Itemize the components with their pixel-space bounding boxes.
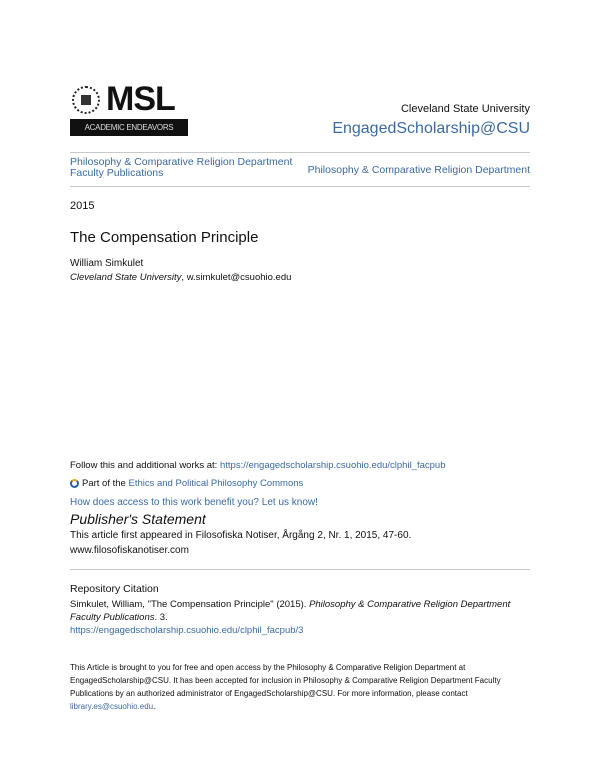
commons-link[interactable]: Ethics and Political Philosophy Commons [128,478,304,489]
publisher-text: This article first appeared in Filosofiska Notiser, Årgång 2, Nr. 1, 2015, 47-60. [70,530,412,541]
follow-label: Follow this and additional works at: [70,460,220,471]
follow-line [70,460,446,471]
divider [70,569,530,570]
citation-body: Simkulet, William, "The Compensation Principle" (2015). [70,599,310,610]
citation-number: . 3. [154,612,168,623]
author-email: , w.simkulet@csuohio.edu [181,272,292,283]
publisher-site: www.filosofiskanotiser.com [70,545,189,556]
university-name: Cleveland State University [400,103,530,115]
msl-logo [70,80,188,136]
repository-link[interactable]: EngagedScholarship@CSU [332,120,530,137]
footer-notice [70,661,532,713]
series-link[interactable]: Philosophy & Comparative Religion Department Faculty Publications [70,156,293,179]
part-of-line [70,478,303,489]
logo-text: MSL [106,80,175,118]
publisher-heading: Publisher's Statement [70,511,206,527]
benefit-link[interactable]: How does access to this work benefit you? Let us know! [70,497,318,508]
department-link[interactable]: Philosophy & Comparative Religion Department [307,164,530,176]
divider [70,186,530,187]
citation-series: Philosophy & Comparative Religion Department Faculty Publications [70,599,511,623]
commons-icon [70,479,79,488]
author: William Simkulet [70,258,144,269]
year: 2015 [70,200,95,212]
divider [70,152,530,153]
footer-text: This Article is brought to you for free and open access by the Philosophy & Comparative Religion Department at EngagedScholarship@CSU. It has been accepted for inclusion in Philosophy & Comparative Religion Department Faculty Publications by an authorized administrator of EngagedScholarship@CSU. For more information, please contact [70,663,501,698]
follow-link[interactable]: https://engagedscholarship.csuohio.edu/clphil_facpub [219,460,446,471]
article-title: The Compensation Principle [70,229,259,246]
affiliation-line [70,272,291,283]
logo-tagline: ACADEMIC ENDEAVORS [70,119,188,136]
part-of-label: Part of the [82,478,129,489]
citation-url[interactable]: https://engagedscholarship.csuohio.edu/clphil_facpub/3 [70,625,304,636]
seal-icon [72,86,100,114]
footer-end: . [153,702,156,711]
affiliation: Cleveland State University [70,272,182,283]
citation-text [70,598,530,637]
citation-heading: Repository Citation [70,583,159,595]
contact-email-link[interactable]: library.es@csuohio.edu [70,702,154,711]
